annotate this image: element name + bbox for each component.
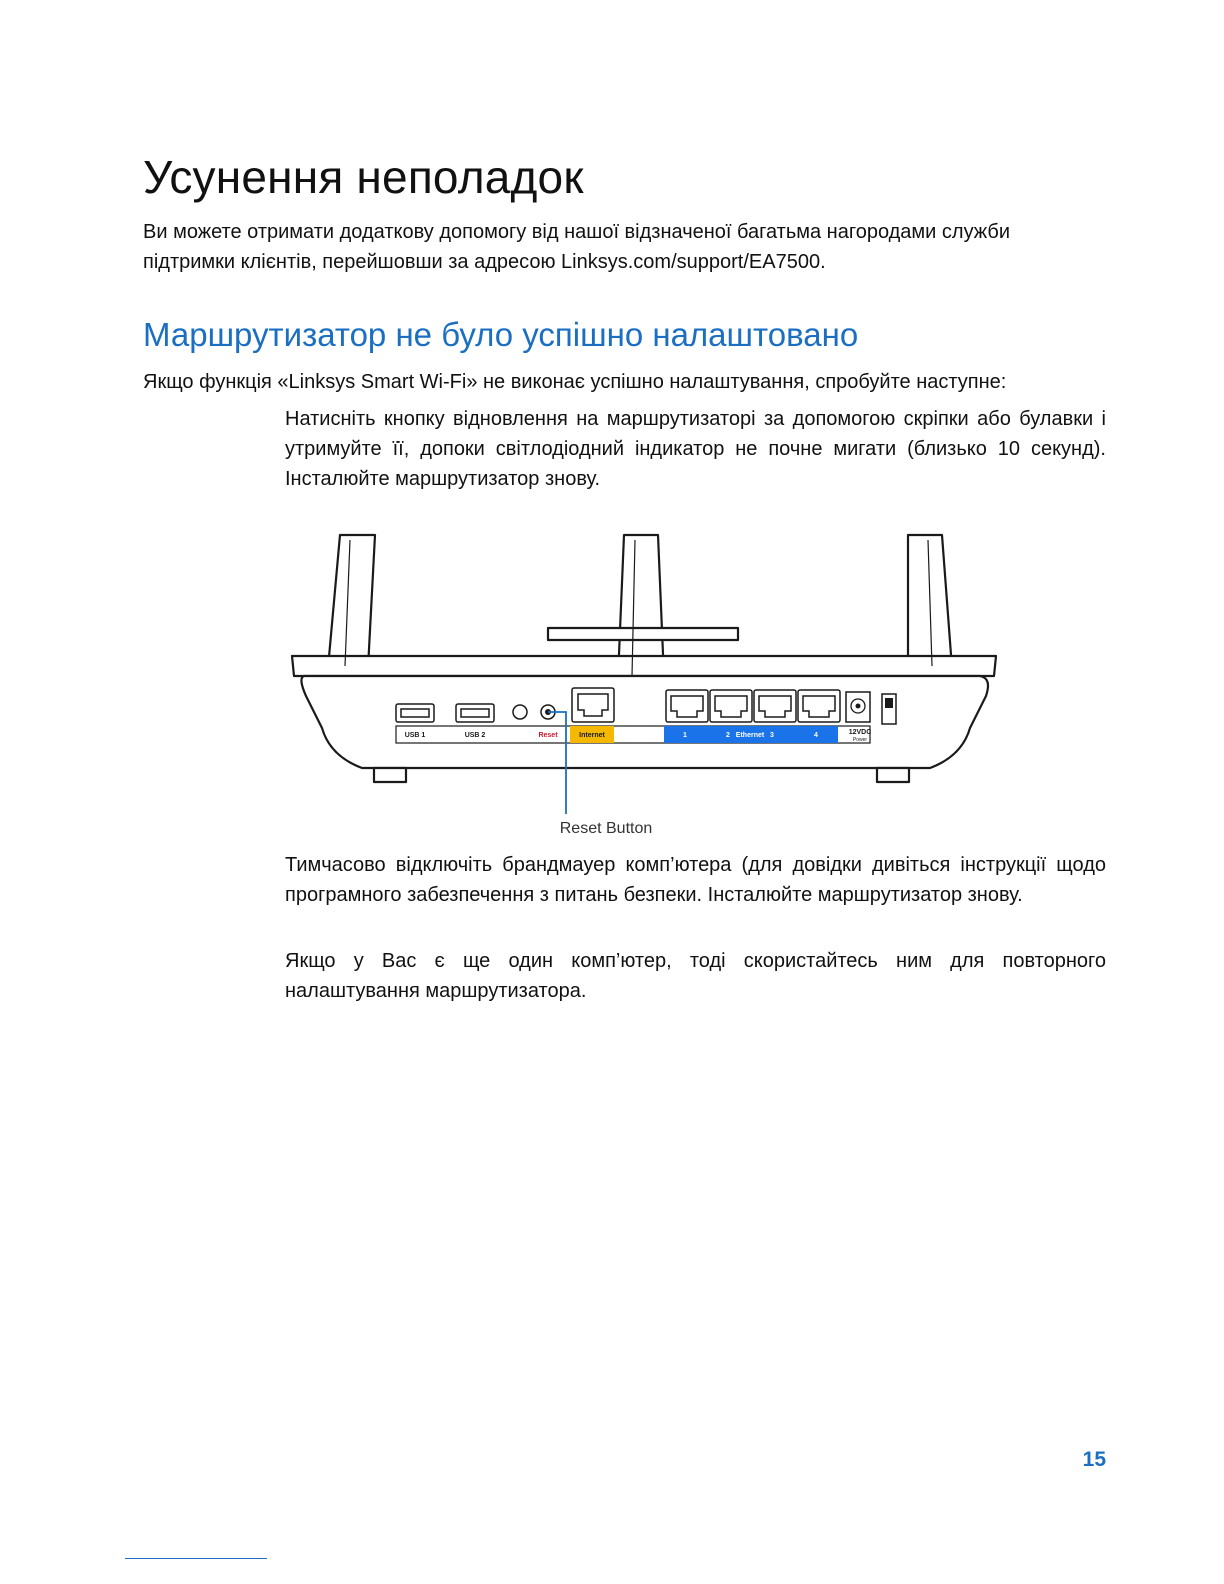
support-link[interactable]: Linksys.com/support/EA7500 (561, 251, 821, 273)
page-title: Усунення неполадок (143, 151, 584, 203)
section-intro: Якщо функція «Linksys Smart Wi-Fi» не виконає успішно налаштування, спробуйте наступне: (143, 371, 1007, 393)
page-number: 15 (1082, 1448, 1106, 1471)
usb1-label: USB 1 (404, 732, 426, 739)
reset-label: Reset (538, 732, 558, 739)
eth2-label: 2 (726, 732, 730, 739)
antenna-left (328, 535, 375, 668)
eth3-label: 3 (770, 732, 774, 739)
ethernet-label: Ethernet (735, 732, 765, 739)
intro-end: . (820, 251, 826, 273)
usb2-label: USB 2 (464, 732, 486, 739)
eth1-label: 1 (683, 732, 687, 739)
power-label: Power (852, 737, 868, 743)
wps-button (513, 705, 527, 719)
step-disable-firewall: Тимчасово відключіть брандмауер комп’ютера (для довідки дивіться інструкції щодо програмного забезпечення з питань безпеки. Інсталюйте маршрутизатор знову. (285, 854, 1106, 906)
power-voltage-label: 12VDC (848, 729, 872, 736)
eth4-label: 4 (814, 732, 818, 739)
router-back-panel-figure (280, 528, 1010, 848)
intro-paragraph (143, 217, 1103, 277)
router-top-hump (548, 628, 738, 640)
step-use-another-computer: Якщо у Вас є ще один комп’ютер, тоді скористайтесь ним для повторного налаштування маршрутизатора. (285, 950, 1106, 1002)
footnote-rule (125, 1558, 267, 1559)
router-top-lip (292, 656, 996, 676)
section-title: Маршрутизатор не було успішно налаштовано (143, 316, 859, 353)
step-reset-router: Натисніть кнопку відновлення на маршрутизаторі за допомогою скріпки або булавки і утримуйте її, допоки світлодіодний індикатор не почне мигати (близько 10 секунд). Інсталюйте маршрутизатор знову. (285, 408, 1106, 490)
intro-text: Ви можете отримати додаткову допомогу від нашої відзначеної багатьма нагородами служби підтримки клієнтів, перейшовши за адресою (143, 221, 1011, 273)
router-foot-left (374, 768, 406, 782)
reset-button-callout: Reset Button (559, 820, 653, 837)
internet-label: Internet (579, 732, 605, 739)
router-foot-right (877, 768, 909, 782)
